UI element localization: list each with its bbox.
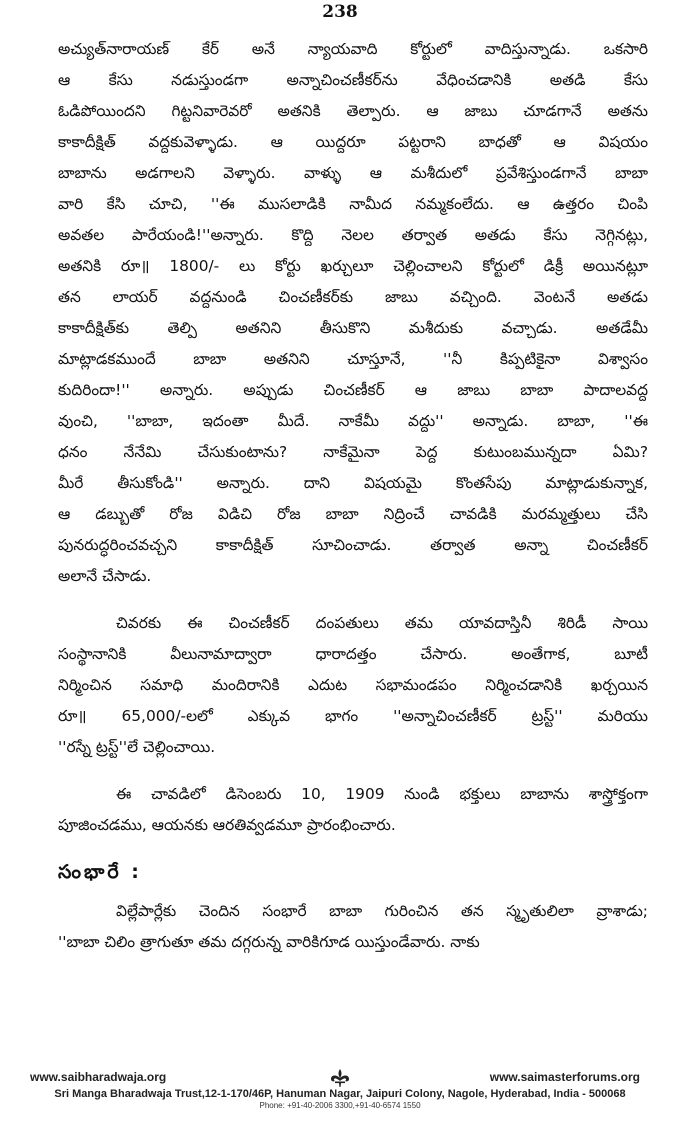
text-line: కాకాదీక్షిత్‌కు తెల్పి అతనిని తీసుకొని మశీదుకు వచ్చాడు. అతడేమీ xyxy=(58,319,648,337)
text-line: ''రస్నే ట్రస్ట్''లే చెల్లించాయి. xyxy=(58,738,216,756)
text-line: ఆ డబ్బుతో రోజ విడిచి రోజ బాబా నిద్రించే చావడికి మరమ్మత్తులు చేసి xyxy=(58,505,648,523)
text-line: మాట్లాడకముందే బాబా అతనిని చూస్తూనే, ''నీ కిప్పటికైనా విశ్వాసం xyxy=(58,350,648,368)
text-line: అవతల పారేయండి!''అన్నారు. కొద్ది నెలల తర్వాత అతడు కేసు నెగ్గినట్లు, xyxy=(58,226,648,244)
text-line: మీరే తీసుకోండి'' అన్నారు. దాని విషయమై కొంతసేపు మాట్లాడుకున్నాక, xyxy=(58,474,648,492)
text-line: అలానే చేసాడు. xyxy=(58,567,152,585)
text-line: నిర్మించిన సమాధి మందిరానికి ఎదుట సభామండపం నిర్మించడానికి ఖర్చయిన xyxy=(58,676,648,694)
text-line: వారి కేసి చూచి, ''ఈ ముసలాడికి నామీద నమ్మకంలేదు. ఆ ఉత్తరం చింపి xyxy=(58,195,648,213)
page-footer xyxy=(0,1070,680,1111)
page-body xyxy=(58,34,648,958)
website-left-link[interactable]: www.saibharadwaja.org xyxy=(30,1070,167,1084)
fleur-de-lis-icon xyxy=(328,1068,352,1088)
trust-phone: Phone: +91-40-2006 3300,+91-40-6574 1550 xyxy=(259,1101,421,1110)
text-line: రూ॥ 65,000/-లలో ఎక్కువ భాగం ''అన్నాచించణీకర్ ట్రస్ట్'' మరియు xyxy=(58,707,648,725)
text-line: ఈ చావడిలో డిసెంబరు 10, 1909 నుండి భక్తులు బాబాను శాస్త్రోక్తంగా xyxy=(116,785,648,803)
paragraph-list xyxy=(58,34,648,841)
text-line: అచ్యుత్‌నారాయణ్ కేర్ అనే న్యాయవాది కోర్టులో వాదిస్తున్నాడు. ఒకసారి xyxy=(58,40,648,58)
text-line: చివరకు ఈ చించణీకర్ దంపతులు తమ యావదాస్తినీ శిరిడీ సాయి xyxy=(116,614,648,632)
website-right-link[interactable]: www.saimasterforums.org xyxy=(489,1070,640,1084)
text-line: ఆ కేసు నడుస్తుండగా అన్నాచించణీకర్‌ను వేధించడానికి అతడి కేసు xyxy=(58,71,648,89)
paragraph xyxy=(58,608,648,763)
text-line: ఓడిపోయిందని గిట్టనివారెవరో అతనికి తెల్పారు. ఆ జాబు చూడగానే అతను xyxy=(58,102,648,120)
text-line: ధనం నేనేమి చేసుకుంటాను? నాకేమైనా పెద్ద కుటుంబమున్నదా ఏమి? xyxy=(58,443,648,461)
paragraph xyxy=(58,34,648,592)
text-line: వుంచి, ''బాబా, ఇదంతా మీదే. నాకేమీ వద్దు'' అన్నాడు. బాబా, ''ఈ xyxy=(58,412,648,430)
page-number: 238 xyxy=(322,2,358,22)
footer-links xyxy=(0,1070,680,1088)
text-line: బాబాను అడగాలని వెళ్ళారు. వాళ్ళు ఆ మశీదులో ప్రవేశిస్తుండగానే బాబా xyxy=(58,164,648,182)
paragraph xyxy=(58,779,648,841)
text-line: కుదిరిందా!'' అన్నారు. అప్పుడు చించణీకర్ ఆ జాబు బాబా పాదాలవద్ద xyxy=(58,381,648,399)
trust-address: Sri Manga Bharadwaja Trust,12-1-170/46P, Hanuman Nagar, Jaipuri Colony, Nagole, Hyderabad, India - 500068 xyxy=(54,1088,626,1100)
paragraph xyxy=(58,896,648,958)
text-line: పూజించడము, ఆయనకు ఆరతివ్వడమూ ప్రారంభించారు. xyxy=(58,816,396,834)
text-line: సంస్థానానికి వీలునామాద్వారా ధారాదత్తం చేసారు. అంతేగాక, బూటీ xyxy=(58,645,648,663)
text-line: పునరుద్ధరించవచ్చని కాకాదీక్షిత్ సూచించాడు. తర్వాత అన్నా చించణీకర్ xyxy=(58,536,648,554)
text-line: తన లాయర్ వద్దనుండి చించణీకర్‌కు జాబు వచ్చింది. వెంటనే అతడు xyxy=(58,288,648,306)
section-paragraph xyxy=(58,896,648,958)
text-line: ''బాబా చిలిం త్రాగుతూ తమ దగ్గరున్న వారికిగూడ యిస్తుండేవారు. నాకు xyxy=(58,933,480,951)
text-line: అతనికి రూ॥ 1800/- లు కోర్టు ఖర్చులూ చెల్లించాలని కోర్టులో డిక్రీ అయినట్లూ xyxy=(58,257,648,275)
section-heading: సంభారే : xyxy=(58,861,142,883)
text-line: కాకాదీక్షిత్ వద్దకువెళ్ళాడు. ఆ యిద్దరూ పట్టరాని బాధతో ఆ విషయం xyxy=(58,133,648,151)
text-line: విల్లేపార్లేకు చెందిన సంభారే బాబా గురించిన తన స్మృతులిలా వ్రాశాడు; xyxy=(116,902,648,920)
